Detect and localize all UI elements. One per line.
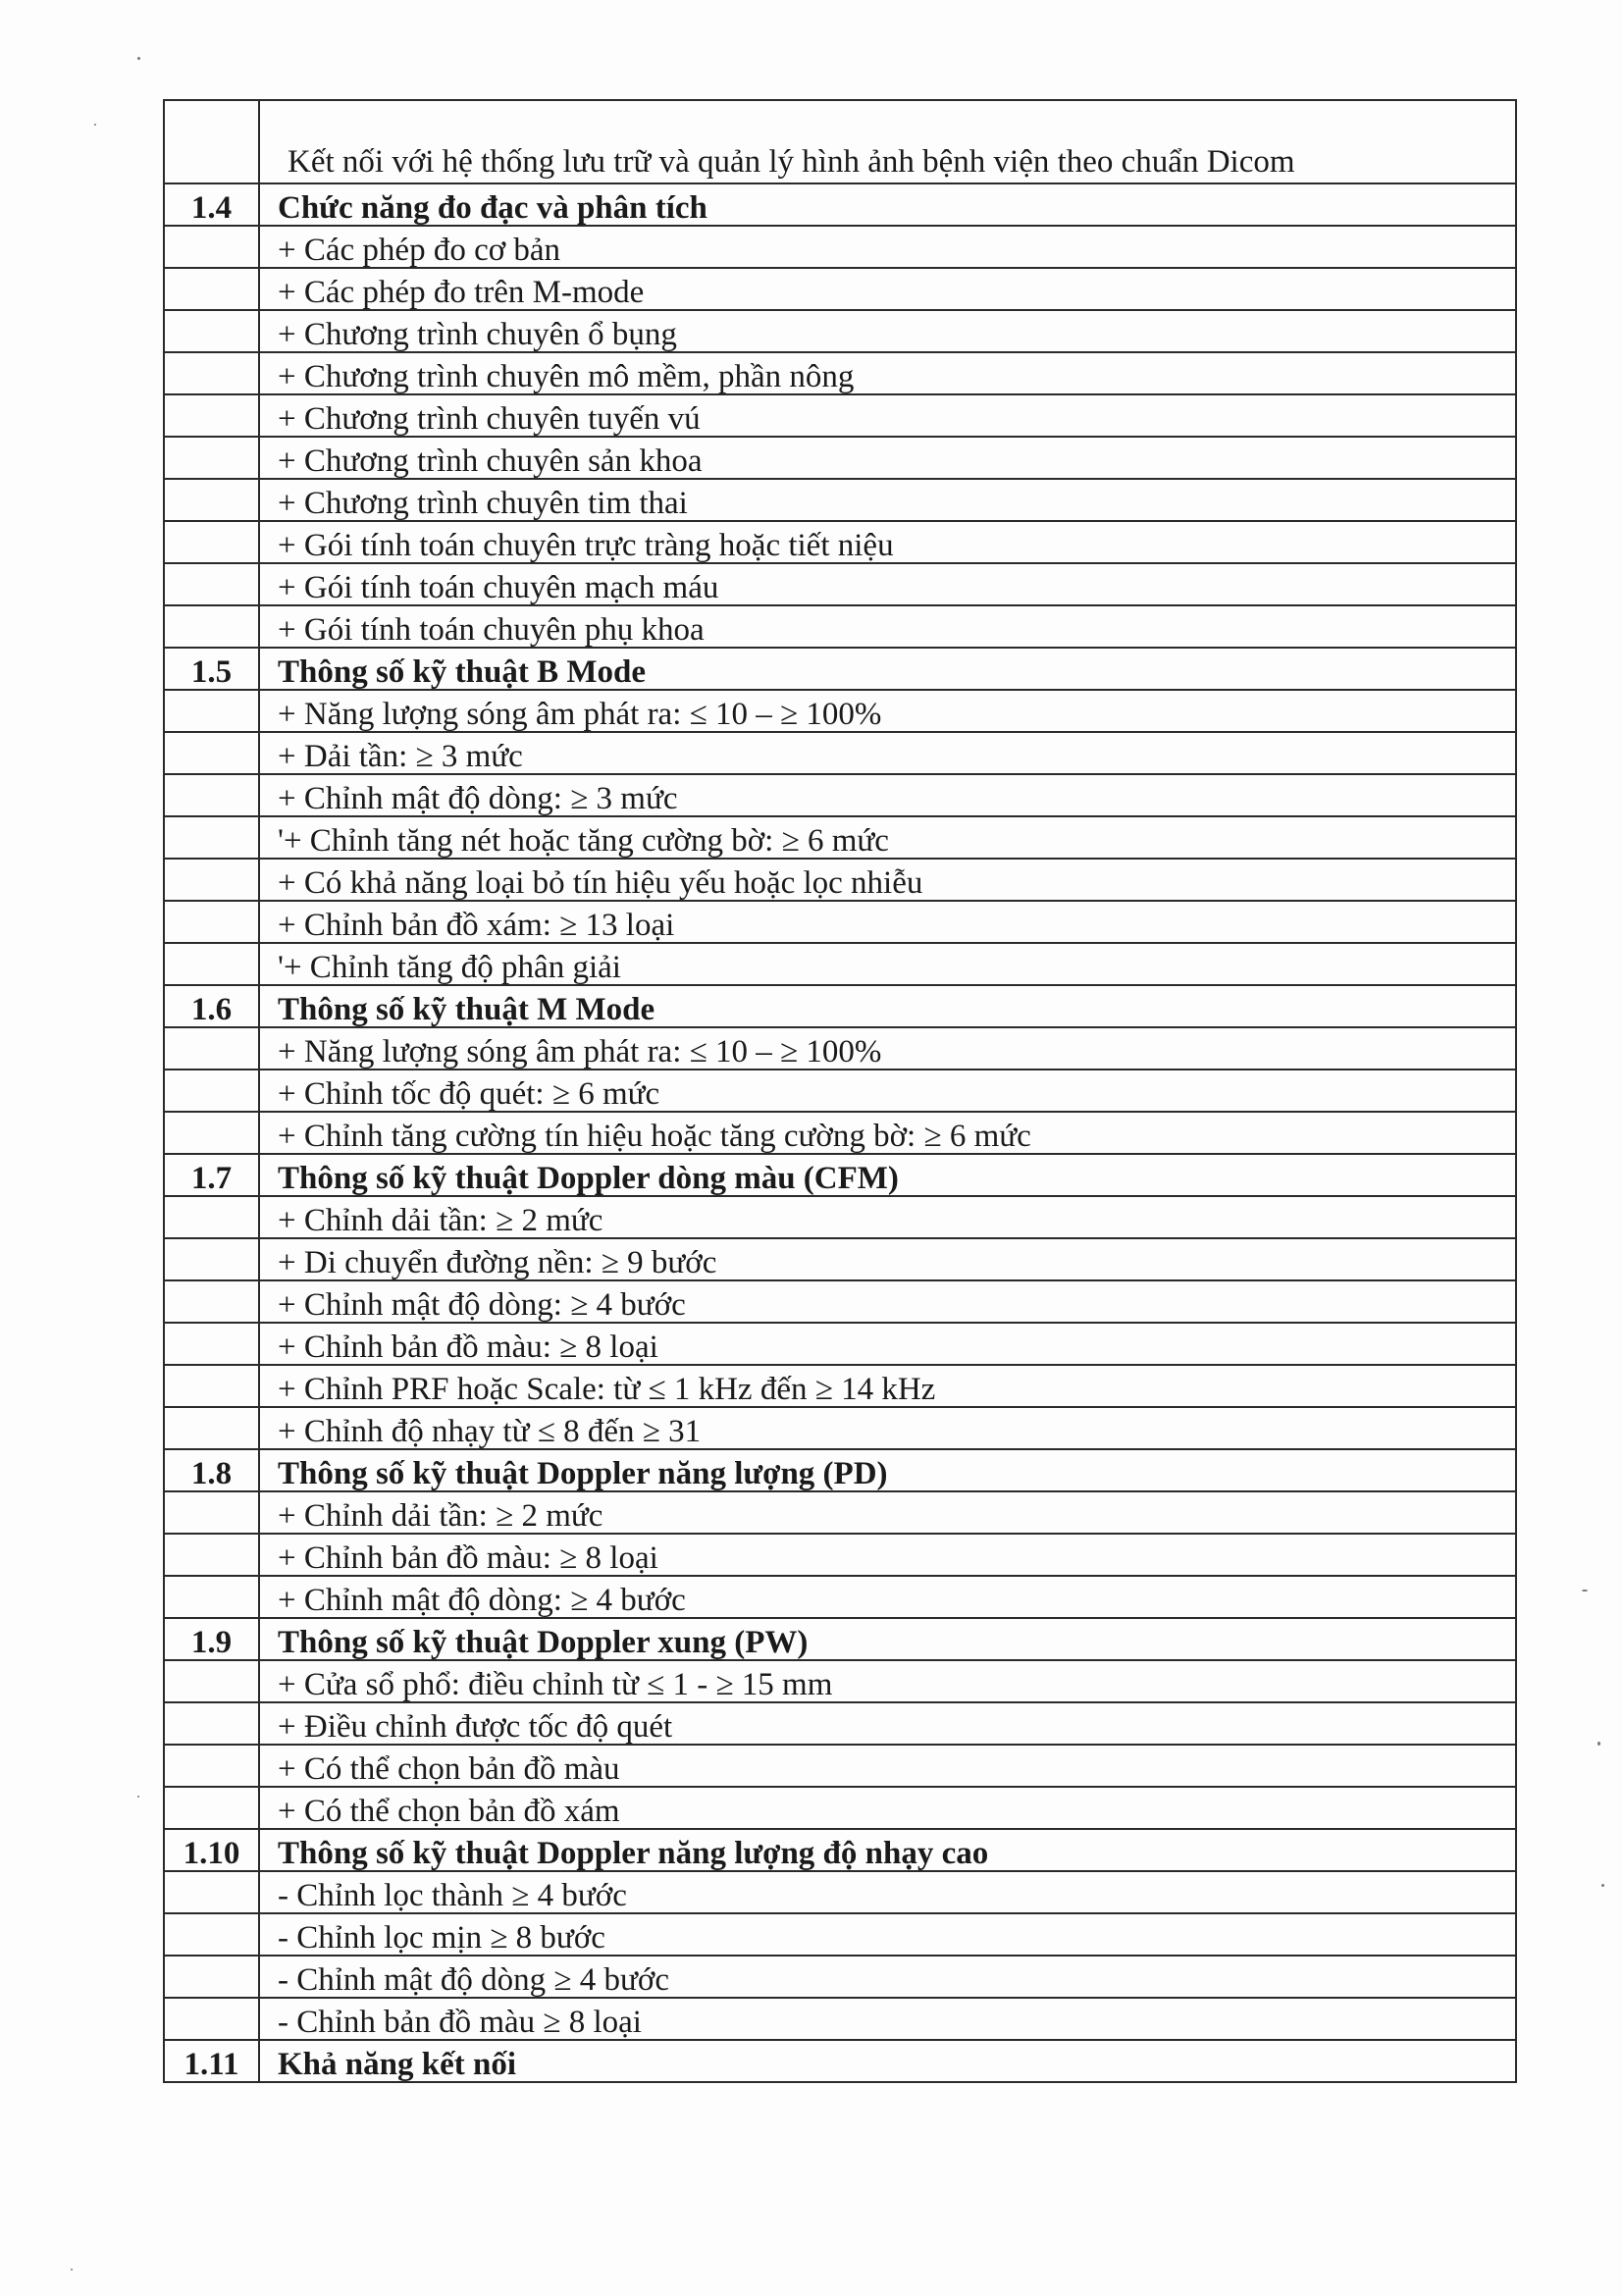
spec-row — [164, 1365, 1516, 1407]
row-number-cell — [164, 1702, 259, 1745]
spec-row — [164, 605, 1516, 648]
row-number-cell — [164, 352, 259, 394]
row-number-cell — [164, 690, 259, 732]
section-title-cell: Thông số kỹ thuật Doppler xung (PW) — [259, 1618, 1516, 1660]
spec-text-cell: + Các phép đo cơ bản — [259, 226, 1516, 268]
spec-text-cell: - Chỉnh lọc mịn ≥ 8 bước — [259, 1913, 1516, 1956]
section-title-cell: Thông số kỹ thuật Doppler năng lượng (PD) — [259, 1449, 1516, 1491]
spec-row — [164, 1534, 1516, 1576]
row-number-cell — [164, 859, 259, 901]
row-number-cell — [164, 437, 259, 479]
section-title-cell: Thông số kỹ thuật M Mode — [259, 985, 1516, 1027]
spec-text-cell: + Chỉnh mật độ dòng: ≥ 4 bước — [259, 1280, 1516, 1323]
row-number-cell — [164, 100, 259, 183]
row-number-cell — [164, 943, 259, 985]
row-number-cell — [164, 901, 259, 943]
row-number-cell: 1.4 — [164, 183, 259, 226]
spec-row — [164, 901, 1516, 943]
spec-text-cell: + Chương trình chuyên mô mềm, phần nông — [259, 352, 1516, 394]
row-number-cell — [164, 1660, 259, 1702]
spec-text-cell: + Chỉnh bản đồ màu: ≥ 8 loại — [259, 1534, 1516, 1576]
section-header-row — [164, 1618, 1516, 1660]
spec-table — [163, 99, 1517, 2083]
spec-row — [164, 816, 1516, 859]
scan-speck — [1597, 1742, 1600, 1746]
spec-row — [164, 563, 1516, 605]
section-title-cell: Chức năng đo đạc và phân tích — [259, 183, 1516, 226]
spec-row — [164, 1660, 1516, 1702]
row-number-cell — [164, 732, 259, 774]
row-number-cell — [164, 1913, 259, 1956]
spec-text-cell: + Có khả năng loại bỏ tín hiệu yếu hoặc lọc nhiễu — [259, 859, 1516, 901]
row-number-cell — [164, 268, 259, 310]
spec-text-cell: + Chỉnh PRF hoặc Scale: từ ≤ 1 kHz đến ≥ 14 kHz — [259, 1365, 1516, 1407]
row-number-cell — [164, 226, 259, 268]
row-number-cell — [164, 563, 259, 605]
section-header-row — [164, 183, 1516, 226]
spec-text-cell: + Chỉnh mật độ dòng: ≥ 4 bước — [259, 1576, 1516, 1618]
row-number-cell: 1.11 — [164, 2040, 259, 2082]
spec-text-cell: + Chỉnh bản đồ xám: ≥ 13 loại — [259, 901, 1516, 943]
row-number-cell — [164, 1280, 259, 1323]
spec-row — [164, 437, 1516, 479]
spec-row — [164, 732, 1516, 774]
section-title-cell: Thông số kỹ thuật Doppler năng lượng độ nhạy cao — [259, 1829, 1516, 1871]
spec-text-cell: + Gói tính toán chuyên phụ khoa — [259, 605, 1516, 648]
spec-text-cell: + Chương trình chuyên sản khoa — [259, 437, 1516, 479]
row-number-cell — [164, 605, 259, 648]
spec-row — [164, 1491, 1516, 1534]
section-header-row — [164, 1829, 1516, 1871]
spec-table-body — [164, 100, 1516, 2082]
section-header-row — [164, 985, 1516, 1027]
spec-text-cell: + Chương trình chuyên tuyến vú — [259, 394, 1516, 437]
scan-speck — [1582, 1590, 1588, 1592]
row-number-cell — [164, 394, 259, 437]
spec-row — [164, 1280, 1516, 1323]
row-number-cell — [164, 1745, 259, 1787]
spec-text-cell: + Chỉnh dải tần: ≥ 2 mức — [259, 1491, 1516, 1534]
section-title-cell: Thông số kỹ thuật B Mode — [259, 648, 1516, 690]
row-number-cell: 1.9 — [164, 1618, 259, 1660]
row-number-cell — [164, 1871, 259, 1913]
spec-row — [164, 521, 1516, 563]
spec-row — [164, 1787, 1516, 1829]
spec-text-cell: '+ Chỉnh tăng độ phân giải — [259, 943, 1516, 985]
spec-row — [164, 268, 1516, 310]
section-header-row — [164, 1449, 1516, 1491]
spec-row — [164, 394, 1516, 437]
scan-speck — [1601, 1884, 1604, 1887]
spec-text-cell: + Các phép đo trên M-mode — [259, 268, 1516, 310]
spec-text-cell: + Có thể chọn bản đồ màu — [259, 1745, 1516, 1787]
spec-row — [164, 1871, 1516, 1913]
row-number-cell — [164, 1576, 259, 1618]
section-title-cell: Khả năng kết nối — [259, 2040, 1516, 2082]
spec-row — [164, 100, 1516, 183]
spec-row — [164, 352, 1516, 394]
spec-row — [164, 310, 1516, 352]
spec-row — [164, 1745, 1516, 1787]
spec-text-cell: + Gói tính toán chuyên mạch máu — [259, 563, 1516, 605]
section-header-row — [164, 648, 1516, 690]
spec-row — [164, 1112, 1516, 1154]
spec-row — [164, 1576, 1516, 1618]
spec-text-cell: - Chỉnh bản đồ màu ≥ 8 loại — [259, 1998, 1516, 2040]
spec-row — [164, 774, 1516, 816]
row-number-cell — [164, 310, 259, 352]
row-number-cell — [164, 1787, 259, 1829]
spec-text-cell: + Chỉnh tốc độ quét: ≥ 6 mức — [259, 1070, 1516, 1112]
row-number-cell: 1.10 — [164, 1829, 259, 1871]
spec-text-cell: + Chỉnh tăng cường tín hiệu hoặc tăng cường bờ: ≥ 6 mức — [259, 1112, 1516, 1154]
row-number-cell — [164, 1998, 259, 2040]
spec-row — [164, 1407, 1516, 1449]
spec-row — [164, 943, 1516, 985]
spec-row — [164, 690, 1516, 732]
row-number-cell — [164, 1027, 259, 1070]
spec-row — [164, 226, 1516, 268]
row-number-cell — [164, 1238, 259, 1280]
spec-text-cell: '+ Chỉnh tăng nét hoặc tăng cường bờ: ≥ 6 mức — [259, 816, 1516, 859]
spec-text-cell: + Điều chỉnh được tốc độ quét — [259, 1702, 1516, 1745]
spec-text-cell: + Chương trình chuyên ổ bụng — [259, 310, 1516, 352]
row-number-cell — [164, 1534, 259, 1576]
scan-speck — [94, 124, 96, 126]
row-number-cell — [164, 521, 259, 563]
spec-text-cell: + Năng lượng sóng âm phát ra: ≤ 10 – ≥ 100% — [259, 690, 1516, 732]
spec-row — [164, 1956, 1516, 1998]
spec-text-cell: + Dải tần: ≥ 3 mức — [259, 732, 1516, 774]
spec-text-cell: + Chỉnh độ nhạy từ ≤ 8 đến ≥ 31 — [259, 1407, 1516, 1449]
spec-text-cell: + Gói tính toán chuyên trực tràng hoặc tiết niệu — [259, 521, 1516, 563]
row-number-cell — [164, 1196, 259, 1238]
spec-row — [164, 479, 1516, 521]
row-number-cell — [164, 1112, 259, 1154]
spec-row — [164, 1238, 1516, 1280]
scan-speck — [137, 57, 140, 60]
spec-text-cell: + Cửa sổ phổ: điều chỉnh từ ≤ 1 - ≥ 15 mm — [259, 1660, 1516, 1702]
spec-row — [164, 1323, 1516, 1365]
row-number-cell — [164, 1323, 259, 1365]
row-number-cell — [164, 479, 259, 521]
row-number-cell — [164, 1365, 259, 1407]
spec-row — [164, 1196, 1516, 1238]
row-number-cell: 1.7 — [164, 1154, 259, 1196]
spec-row — [164, 1702, 1516, 1745]
spec-text-cell: - Chỉnh mật độ dòng ≥ 4 bước — [259, 1956, 1516, 1998]
row-number-cell — [164, 1407, 259, 1449]
row-number-cell: 1.5 — [164, 648, 259, 690]
section-title-cell: Thông số kỹ thuật Doppler dòng màu (CFM) — [259, 1154, 1516, 1196]
scan-speck — [137, 1796, 139, 1798]
row-number-cell — [164, 1070, 259, 1112]
spec-text-cell: Kết nối với hệ thống lưu trữ và quản lý hình ảnh bệnh viện theo chuẩn Dicom — [259, 100, 1516, 183]
spec-row — [164, 1070, 1516, 1112]
row-number-cell: 1.6 — [164, 985, 259, 1027]
spec-text-cell: + Chỉnh mật độ dòng: ≥ 3 mức — [259, 774, 1516, 816]
spec-text-cell: + Chương trình chuyên tim thai — [259, 479, 1516, 521]
spec-row — [164, 1913, 1516, 1956]
row-number-cell — [164, 1956, 259, 1998]
section-header-row — [164, 1154, 1516, 1196]
spec-text-cell: + Chỉnh bản đồ màu: ≥ 8 loại — [259, 1323, 1516, 1365]
spec-row — [164, 1027, 1516, 1070]
row-number-cell — [164, 774, 259, 816]
spec-text-cell: + Có thể chọn bản đồ xám — [259, 1787, 1516, 1829]
scan-speck — [71, 2269, 73, 2270]
spec-text-cell: - Chỉnh lọc thành ≥ 4 bước — [259, 1871, 1516, 1913]
spec-text-cell: + Chỉnh dải tần: ≥ 2 mức — [259, 1196, 1516, 1238]
spec-row — [164, 1998, 1516, 2040]
spec-text-cell: + Di chuyển đường nền: ≥ 9 bước — [259, 1238, 1516, 1280]
row-number-cell — [164, 1491, 259, 1534]
row-number-cell: 1.8 — [164, 1449, 259, 1491]
row-number-cell — [164, 816, 259, 859]
spec-row — [164, 859, 1516, 901]
section-header-row — [164, 2040, 1516, 2082]
spec-text-cell: + Năng lượng sóng âm phát ra: ≤ 10 – ≥ 100% — [259, 1027, 1516, 1070]
